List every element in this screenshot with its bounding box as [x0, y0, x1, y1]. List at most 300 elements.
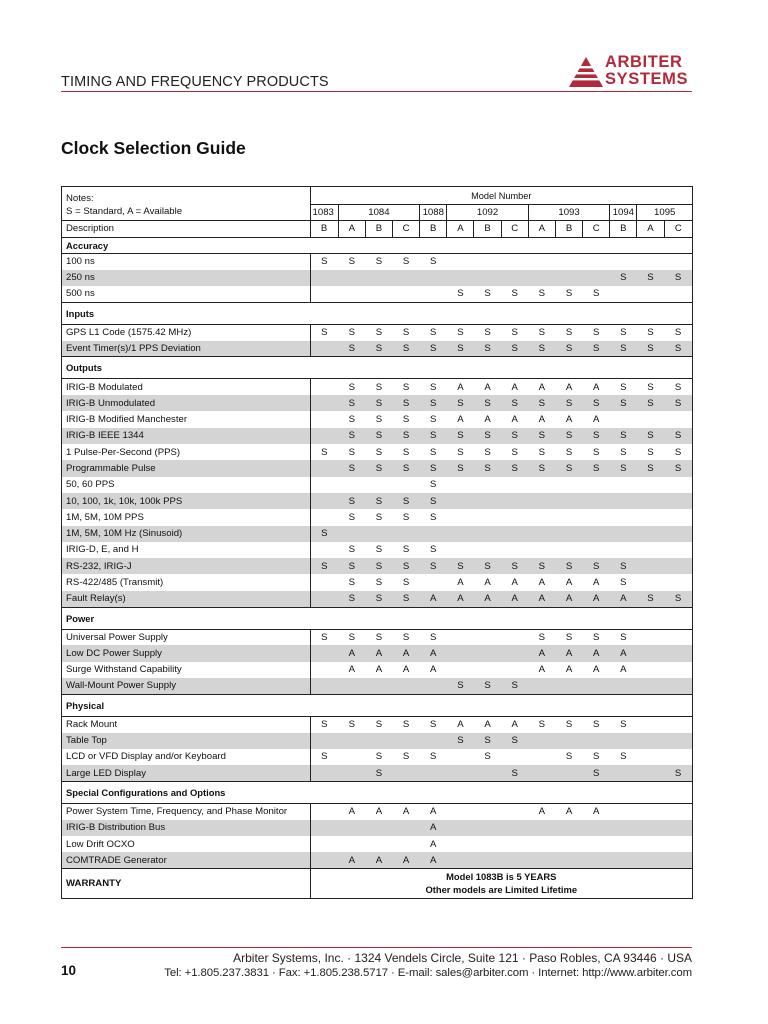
availability-cell: S — [430, 446, 437, 458]
availability-cell: S — [430, 479, 437, 491]
logo-line-1: ARBITER — [605, 53, 683, 71]
availability-cell — [501, 820, 528, 836]
availability-cell: S — [474, 395, 501, 411]
table-row — [62, 270, 693, 286]
availability-cell: S — [310, 558, 338, 574]
availability-cell: A — [565, 664, 573, 676]
availability-cell — [501, 542, 528, 558]
availability-cell — [528, 749, 555, 765]
availability-cell — [310, 678, 338, 694]
table-row — [62, 765, 693, 781]
availability-cell — [637, 765, 664, 781]
availability-cell — [338, 749, 365, 765]
availability-cell — [528, 526, 555, 542]
availability-cell — [338, 270, 365, 286]
availability-cell — [365, 733, 392, 749]
availability-cell: S — [310, 716, 338, 732]
page-title: Clock Selection Guide — [61, 138, 246, 158]
availability-cell — [447, 526, 474, 542]
availability-cell: S — [511, 288, 518, 300]
availability-cell: S — [664, 444, 692, 460]
availability-cell — [310, 270, 338, 286]
feature-label: 50, 60 PPS — [62, 477, 311, 493]
availability-cell: S — [348, 544, 355, 556]
availability-cell: A — [538, 414, 546, 426]
availability-cell: S — [430, 751, 437, 763]
availability-cell — [447, 509, 474, 525]
availability-cell: S — [365, 428, 392, 444]
availability-cell: S — [338, 428, 365, 444]
availability-cell — [528, 820, 555, 836]
availability-cell — [610, 411, 637, 427]
feature-label: 1M, 5M, 10M PPS — [62, 509, 311, 525]
availability-cell: S — [583, 341, 610, 357]
feature-label: COMTRADE Generator — [62, 852, 311, 868]
availability-cell: A — [348, 664, 355, 676]
availability-cell: S — [338, 591, 365, 607]
availability-cell: A — [555, 591, 582, 607]
availability-cell: S — [338, 493, 365, 509]
table-row — [62, 803, 693, 819]
pyramid-logo-icon — [566, 56, 606, 88]
availability-cell — [637, 542, 664, 558]
availability-cell: A — [528, 591, 555, 607]
availability-cell: A — [610, 645, 637, 661]
availability-cell — [338, 286, 365, 302]
availability-cell: S — [447, 428, 474, 444]
availability-cell — [637, 411, 664, 427]
availability-cell — [555, 852, 582, 868]
availability-cell: S — [555, 341, 582, 357]
footer-divider — [61, 947, 692, 948]
availability-cell — [637, 574, 664, 590]
availability-cell — [637, 645, 664, 661]
availability-cell — [528, 836, 555, 852]
availability-cell — [583, 733, 610, 749]
availability-cell — [501, 836, 528, 852]
availability-cell — [447, 493, 474, 509]
availability-cell — [583, 526, 610, 542]
availability-cell: A — [538, 381, 546, 393]
table-row — [62, 395, 693, 411]
availability-cell — [393, 765, 420, 781]
availability-cell: S — [420, 493, 447, 509]
availability-cell: S — [620, 446, 627, 458]
table-row — [62, 836, 693, 852]
availability-cell — [664, 526, 692, 542]
notes-cell — [62, 187, 311, 221]
table-row — [62, 716, 693, 732]
availability-cell: S — [474, 678, 501, 694]
logo-line-2: SYSTEMS — [605, 70, 689, 88]
availability-cell — [501, 253, 528, 269]
availability-cell: A — [592, 806, 600, 818]
availability-cell — [664, 477, 692, 493]
table-row — [62, 460, 693, 476]
availability-cell — [501, 629, 528, 645]
availability-cell: S — [375, 631, 383, 643]
availability-cell: A — [511, 414, 518, 426]
availability-cell — [555, 733, 582, 749]
availability-cell: A — [365, 852, 392, 868]
availability-cell: S — [375, 544, 383, 556]
footer-address: Arbiter Systems, Inc. · 1324 Vendels Circle, Suite 121 · Paso Robles, CA 93446 · USA — [233, 951, 692, 965]
availability-cell — [610, 678, 637, 694]
availability-cell: A — [348, 806, 355, 818]
availability-cell — [501, 662, 528, 678]
availability-cell — [474, 509, 501, 525]
availability-cell — [365, 270, 392, 286]
availability-cell: S — [565, 751, 573, 763]
availability-cell: S — [457, 446, 464, 458]
section-heading: Outputs — [62, 357, 693, 379]
availability-cell — [664, 678, 692, 694]
availability-cell — [393, 733, 420, 749]
availability-cell — [365, 678, 392, 694]
availability-cell — [310, 836, 338, 852]
availability-cell: A — [457, 414, 464, 426]
availability-cell: S — [501, 558, 528, 574]
availability-cell: S — [393, 493, 420, 509]
availability-cell — [664, 836, 692, 852]
availability-cell: A — [420, 820, 447, 836]
availability-cell: A — [511, 577, 518, 589]
availability-cell — [447, 820, 474, 836]
availability-cell: A — [592, 664, 600, 676]
availability-cell — [501, 645, 528, 661]
availability-cell — [555, 836, 582, 852]
availability-cell: S — [637, 395, 664, 411]
availability-cell — [310, 286, 338, 302]
availability-cell: S — [375, 414, 383, 426]
feature-label: LCD or VFD Display and/or Keyboard — [62, 749, 311, 765]
availability-cell: S — [430, 256, 437, 268]
availability-cell: S — [348, 327, 355, 339]
availability-cell: S — [447, 341, 474, 357]
availability-cell: S — [338, 341, 365, 357]
availability-cell — [447, 645, 474, 661]
availability-cell: S — [528, 460, 555, 476]
availability-cell — [393, 526, 420, 542]
availability-cell — [420, 270, 447, 286]
availability-cell: S — [620, 577, 627, 589]
availability-cell: S — [637, 341, 664, 357]
availability-cell: S — [348, 414, 355, 426]
availability-cell — [664, 509, 692, 525]
availability-cell — [310, 765, 338, 781]
availability-cell: A — [583, 645, 610, 661]
availability-cell: S — [501, 428, 528, 444]
availability-cell: A — [538, 806, 546, 818]
warranty-label: WARRANTY — [62, 869, 311, 899]
availability-cell: S — [538, 327, 546, 339]
availability-cell — [338, 678, 365, 694]
availability-cell — [393, 836, 420, 852]
section-title: TIMING AND FREQUENCY PRODUCTS — [61, 74, 329, 90]
availability-cell: A — [592, 577, 600, 589]
availability-cell: S — [393, 428, 420, 444]
model-header: 1088 — [420, 205, 447, 221]
availability-cell — [610, 253, 637, 269]
availability-cell — [664, 286, 692, 302]
availability-cell: S — [375, 751, 383, 763]
availability-cell: A — [610, 591, 637, 607]
availability-cell — [420, 526, 447, 542]
availability-cell — [420, 765, 447, 781]
feature-label: Rack Mount — [62, 716, 311, 732]
table-row — [62, 341, 693, 357]
table-row — [62, 558, 693, 574]
availability-cell: S — [447, 558, 474, 574]
availability-cell — [555, 493, 582, 509]
availability-cell: S — [484, 446, 491, 458]
availability-cell: S — [474, 460, 501, 476]
availability-cell — [610, 526, 637, 542]
availability-cell — [501, 270, 528, 286]
availability-cell — [610, 820, 637, 836]
availability-cell — [583, 253, 610, 269]
availability-cell: S — [620, 327, 627, 339]
variant-header: C — [501, 221, 528, 237]
availability-cell: S — [402, 751, 410, 763]
availability-cell: S — [664, 395, 692, 411]
notes-heading: Notes: — [66, 193, 94, 204]
availability-cell: A — [365, 645, 392, 661]
availability-cell: S — [402, 544, 410, 556]
availability-cell: S — [430, 544, 437, 556]
variant-header: A — [447, 221, 474, 237]
availability-cell: S — [647, 327, 654, 339]
availability-cell — [338, 526, 365, 542]
warranty-line-1: Model 1083B is 5 YEARS — [446, 871, 557, 883]
header-divider — [61, 91, 692, 92]
feature-label: Universal Power Supply — [62, 629, 311, 645]
availability-cell — [447, 629, 474, 645]
availability-cell — [501, 852, 528, 868]
availability-cell: S — [538, 631, 546, 643]
availability-cell — [664, 749, 692, 765]
availability-cell: A — [538, 577, 546, 589]
availability-cell: A — [457, 381, 464, 393]
availability-cell: S — [365, 765, 392, 781]
availability-cell — [474, 253, 501, 269]
availability-cell — [528, 542, 555, 558]
arbiter-logo — [566, 54, 696, 90]
availability-cell: S — [402, 511, 410, 523]
availability-cell: S — [348, 381, 355, 393]
availability-cell — [528, 270, 555, 286]
availability-cell: S — [447, 678, 474, 694]
availability-cell — [338, 765, 365, 781]
feature-label: Low Drift OCXO — [62, 836, 311, 852]
availability-cell: S — [592, 751, 600, 763]
feature-label: Event Timer(s)/1 PPS Deviation — [62, 341, 311, 357]
availability-cell: S — [637, 428, 664, 444]
table-row — [62, 749, 693, 765]
availability-cell: S — [555, 395, 582, 411]
availability-cell: S — [664, 428, 692, 444]
availability-cell: S — [310, 629, 338, 645]
table-row — [62, 493, 693, 509]
availability-cell: S — [664, 341, 692, 357]
model-header: 1093 — [528, 205, 609, 221]
availability-cell: S — [592, 327, 600, 339]
availability-cell — [555, 542, 582, 558]
availability-cell: S — [430, 631, 437, 643]
availability-cell — [555, 509, 582, 525]
clock-selection-table — [61, 186, 693, 899]
availability-cell: S — [393, 341, 420, 357]
availability-cell — [474, 477, 501, 493]
availability-cell — [610, 836, 637, 852]
footer-contact: Tel: +1.805.237.3831 · Fax: +1.805.238.5717 · E-mail: sales@arbiter.com · Internet: http://www.arbiter.com — [164, 967, 692, 979]
model-header: 1092 — [447, 205, 528, 221]
availability-cell — [637, 820, 664, 836]
availability-cell: S — [592, 446, 600, 458]
availability-cell — [338, 836, 365, 852]
availability-cell — [393, 477, 420, 493]
availability-cell — [420, 733, 447, 749]
availability-cell — [501, 749, 528, 765]
feature-label: 1M, 5M, 10M Hz (Sinusoid) — [62, 526, 311, 542]
availability-cell — [583, 509, 610, 525]
notes-legend: S = Standard, A = Available — [66, 206, 183, 217]
availability-cell: A — [592, 381, 600, 393]
availability-cell: S — [538, 446, 546, 458]
availability-cell — [664, 820, 692, 836]
availability-cell — [447, 749, 474, 765]
table-row — [62, 852, 693, 868]
feature-label: Surge Withstand Capability — [62, 662, 311, 678]
variant-header: A — [528, 221, 555, 237]
availability-cell: S — [338, 558, 365, 574]
availability-cell: S — [420, 395, 447, 411]
availability-cell: S — [310, 749, 338, 765]
availability-cell: S — [402, 631, 410, 643]
table-row — [62, 591, 693, 607]
section-heading: Inputs — [62, 302, 693, 324]
availability-cell: A — [538, 664, 546, 676]
availability-cell: S — [348, 719, 355, 731]
availability-cell — [447, 852, 474, 868]
table-row — [62, 411, 693, 427]
availability-cell — [610, 477, 637, 493]
availability-cell: A — [484, 719, 491, 731]
feature-label: 500 ns — [62, 286, 311, 302]
availability-cell — [420, 678, 447, 694]
availability-cell — [664, 411, 692, 427]
availability-cell — [393, 270, 420, 286]
availability-cell: S — [555, 428, 582, 444]
availability-cell — [474, 836, 501, 852]
availability-cell — [637, 493, 664, 509]
availability-cell — [474, 526, 501, 542]
availability-cell: S — [511, 446, 518, 458]
availability-cell: S — [528, 428, 555, 444]
availability-cell: A — [457, 577, 464, 589]
availability-cell: A — [393, 852, 420, 868]
availability-cell — [501, 526, 528, 542]
feature-label: IRIG-B IEEE 1344 — [62, 428, 311, 444]
availability-cell — [664, 733, 692, 749]
availability-cell — [474, 493, 501, 509]
availability-cell — [447, 270, 474, 286]
availability-cell: S — [565, 719, 573, 731]
availability-cell — [664, 645, 692, 661]
availability-cell — [637, 253, 664, 269]
availability-cell — [310, 493, 338, 509]
availability-cell: S — [430, 414, 437, 426]
availability-cell — [474, 765, 501, 781]
availability-cell: S — [430, 327, 437, 339]
availability-cell: S — [664, 270, 692, 286]
feature-label: Programmable Pulse — [62, 460, 311, 476]
availability-cell: S — [664, 379, 692, 395]
availability-cell — [664, 803, 692, 819]
section-heading: Physical — [62, 694, 693, 716]
availability-cell: S — [348, 511, 355, 523]
availability-cell: A — [430, 806, 437, 818]
availability-cell — [555, 765, 582, 781]
availability-cell: S — [447, 733, 474, 749]
availability-cell: S — [583, 765, 610, 781]
availability-cell — [501, 493, 528, 509]
availability-cell — [664, 662, 692, 678]
availability-cell: S — [565, 288, 573, 300]
availability-cell: S — [610, 395, 637, 411]
variant-header: C — [664, 221, 692, 237]
availability-cell — [420, 574, 447, 590]
availability-cell — [637, 749, 664, 765]
availability-cell: S — [365, 395, 392, 411]
availability-cell: S — [447, 460, 474, 476]
availability-cell — [583, 542, 610, 558]
availability-cell — [310, 509, 338, 525]
availability-cell: S — [365, 493, 392, 509]
availability-cell: S — [501, 341, 528, 357]
availability-cell — [637, 678, 664, 694]
availability-cell — [393, 286, 420, 302]
availability-cell — [555, 477, 582, 493]
availability-cell: A — [583, 591, 610, 607]
availability-cell — [583, 836, 610, 852]
availability-cell: A — [430, 664, 437, 676]
availability-cell — [474, 270, 501, 286]
availability-cell — [365, 477, 392, 493]
availability-cell — [447, 662, 474, 678]
availability-cell: S — [310, 324, 338, 340]
availability-cell: A — [420, 645, 447, 661]
availability-cell: A — [447, 591, 474, 607]
availability-cell — [637, 509, 664, 525]
page-number: 10 — [61, 963, 77, 978]
availability-cell — [555, 526, 582, 542]
feature-label: Low DC Power Supply — [62, 645, 311, 661]
availability-cell: S — [664, 324, 692, 340]
availability-cell: S — [637, 460, 664, 476]
feature-label: 100 ns — [62, 253, 311, 269]
variant-header: A — [637, 221, 664, 237]
warranty-terms — [310, 869, 692, 899]
feature-label: Large LED Display — [62, 765, 311, 781]
availability-cell — [528, 477, 555, 493]
availability-cell: S — [402, 381, 410, 393]
availability-cell: S — [637, 591, 664, 607]
table-row — [62, 477, 693, 493]
availability-cell: S — [402, 577, 410, 589]
availability-cell: S — [430, 719, 437, 731]
availability-cell — [365, 820, 392, 836]
